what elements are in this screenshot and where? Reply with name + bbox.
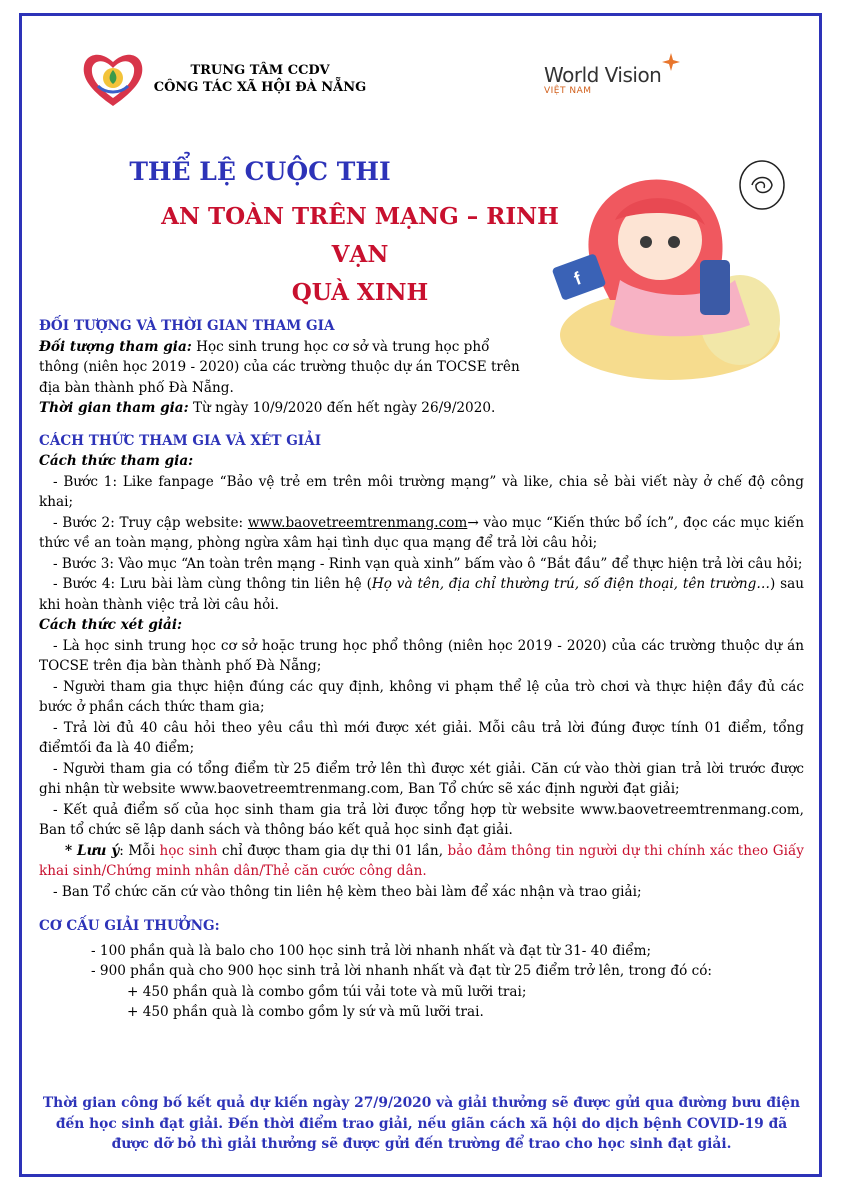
prize-1: - 100 phần quà là balo cho 100 học sinh trả lời nhanh nhất và đạt từ 31- 40 điểm; bbox=[91, 942, 652, 959]
step-3: - Bước 3: Vào mục “An toàn trên mạng - Rinh vạn quà xinh” bấm vào ô “Bắt đầu” để thực hiện trả lời câu hỏi; bbox=[53, 555, 803, 572]
section-heading-how: CÁCH THỨC THAM GIA VÀ XÉT GIẢI bbox=[39, 432, 322, 449]
rules-body bbox=[39, 316, 804, 1023]
partner-name: World Vision bbox=[544, 63, 662, 87]
website-link[interactable]: www.baovetreemtrenmang.com bbox=[247, 514, 468, 531]
step-1: - Bước 1: Like fanpage “Bảo vệ trẻ em trên môi trường mạng” và like, chia sẻ bài viết này ở chế độ công khai; bbox=[39, 473, 804, 510]
prize-2b: + 450 phần quà là combo gồm ly sứ và mũ lưỡi trai. bbox=[127, 1004, 484, 1020]
contest-name-line1: AN TOÀN TRÊN MẠNG – RINH VẠN bbox=[161, 203, 559, 268]
step-4 bbox=[39, 574, 804, 615]
prize-2a: + 450 phần quà là combo gồm túi vải tote và mũ lưỡi trai; bbox=[127, 983, 527, 1000]
world-vision-logo bbox=[544, 63, 661, 96]
prize-2: - 900 phần quà cho 900 học sinh trả lời nhanh nhất và đạt từ 25 điểm trở lên, trong đó có: bbox=[91, 963, 712, 979]
note-d: bảo đảm thông tin người dự thi chính xác theo Giấy khai sinh/Chứng minh nhân dân/Thẻ căn cước công dân. bbox=[39, 842, 804, 879]
org-line2: CÔNG TÁC XÃ HỘI ĐÀ NẴNG bbox=[153, 80, 367, 95]
target-text: Học sinh trung học cơ sở và trung học phổ thông (niên học 2019 - 2020) của các trường thuộc dự án TOCSE trên địa bàn thành phố Đà Nẵng. bbox=[39, 338, 520, 396]
step-2 bbox=[39, 513, 804, 554]
org-line1: TRUNG TÂM CCDV bbox=[190, 63, 330, 78]
judge-2: - Người tham gia thực hiện đúng các quy định, không vi phạm thể lệ của trò chơi và thực hiện đầy đủ các bước ở phần cách thức tham gia; bbox=[39, 678, 804, 715]
step-4-pre: - Bước 4: Lưu bài làm cùng thông tin liên hệ ( bbox=[53, 576, 372, 592]
note-c: chỉ được tham gia dự thi 01 lần, bbox=[217, 842, 448, 859]
results-announcement: Thời gian công bố kết quả dự kiến ngày 27/9/2020 và giải thưởng sẽ được gửi qua đường bưu điện đến học sinh đạt giải. Đến thời điểm trao giải, nếu giãn cách xã hội do dịch bệnh COVID-19 đã được dỡ bỏ thì giải thưởng sẽ được gửi đến trường để trao cho học sinh đạt giải. bbox=[42, 1095, 801, 1152]
step-2-post: → vào mục “Kiến thức bổ ích”, đọc các mục kiến thức về an toàn mạng, phòng ngừa xâm hại tình dục qua mạng để trả lời câu hỏi; bbox=[39, 514, 804, 551]
target-label: Đối tượng tham gia: bbox=[39, 338, 192, 355]
target-paragraph bbox=[39, 337, 529, 399]
org-name bbox=[150, 62, 370, 96]
judge-1: - Là học sinh trung học cơ sở hoặc trung học phổ thông (niên học 2019 - 2020) của các trường thuộc dự án TOCSE trên địa bàn thành phố Đà Nẵng; bbox=[39, 637, 804, 674]
time-paragraph bbox=[39, 398, 804, 419]
judge-3: - Trả lời đủ 40 câu hỏi theo yêu cầu thì mới được xét giải. Mỗi câu trả lời đúng được tính 01 điểm, tổng điểmtối đa là 40 điểm; bbox=[39, 719, 804, 756]
judge-5: - Kết quả điểm số của học sinh tham gia trả lời được tổng hợp từ website www.baovetreemtrenmang.com, Ban tổ chức sẽ lập danh sách và thông báo kết quả học sinh đạt giải. bbox=[39, 801, 804, 838]
step-4-post: ) sau khi hoàn thành việc trả lời câu hỏi. bbox=[39, 576, 804, 613]
ccdv-heart-logo bbox=[80, 48, 146, 110]
note-a: : Mỗi bbox=[119, 842, 160, 859]
time-text: Từ ngày 10/9/2020 đến hết ngày 26/9/2020. bbox=[188, 400, 496, 416]
svg-text:f: f bbox=[571, 268, 584, 290]
partner-country: VIỆT NAM bbox=[544, 86, 592, 96]
section-heading-participants: ĐỐI TƯỢNG VÀ THỜI GIAN THAM GIA bbox=[39, 318, 335, 334]
note-paragraph bbox=[39, 841, 804, 882]
time-label: Thời gian tham gia: bbox=[39, 400, 189, 416]
step-4-italic: Họ và tên, địa chỉ thường trú, số điện thoại, tên trường… bbox=[371, 576, 770, 592]
step-2-pre: - Bước 2: Truy cập website: bbox=[53, 514, 248, 531]
judge-label: Cách thức xét giải: bbox=[39, 617, 182, 633]
note-label: * Lưu ý bbox=[65, 842, 120, 859]
contest-name-line2: QUÀ XINH bbox=[291, 279, 429, 306]
how-label: Cách thức tham gia: bbox=[39, 453, 194, 469]
note-b: học sinh bbox=[159, 842, 218, 859]
page-title: THỂ LỆ CUỘC THI bbox=[129, 157, 391, 186]
section-heading-prizes: CƠ CẤU GIẢI THƯỞNG: bbox=[39, 918, 220, 934]
world-vision-star-icon bbox=[662, 53, 680, 71]
judge-6: - Ban Tổ chức căn cứ vào thông tin liên hệ kèm theo bài làm để xác nhận và trao giải; bbox=[53, 883, 642, 900]
judge-4: - Người tham gia có tổng điểm từ 25 điểm trở lên thì được xét giải. Căn cứ vào thời gian trả lời trước được ghi nhận từ website www.baovetreemtrenmang.com, Ban Tổ chức sẽ xác định người đạt giải; bbox=[39, 760, 804, 797]
contest-name bbox=[150, 198, 570, 312]
